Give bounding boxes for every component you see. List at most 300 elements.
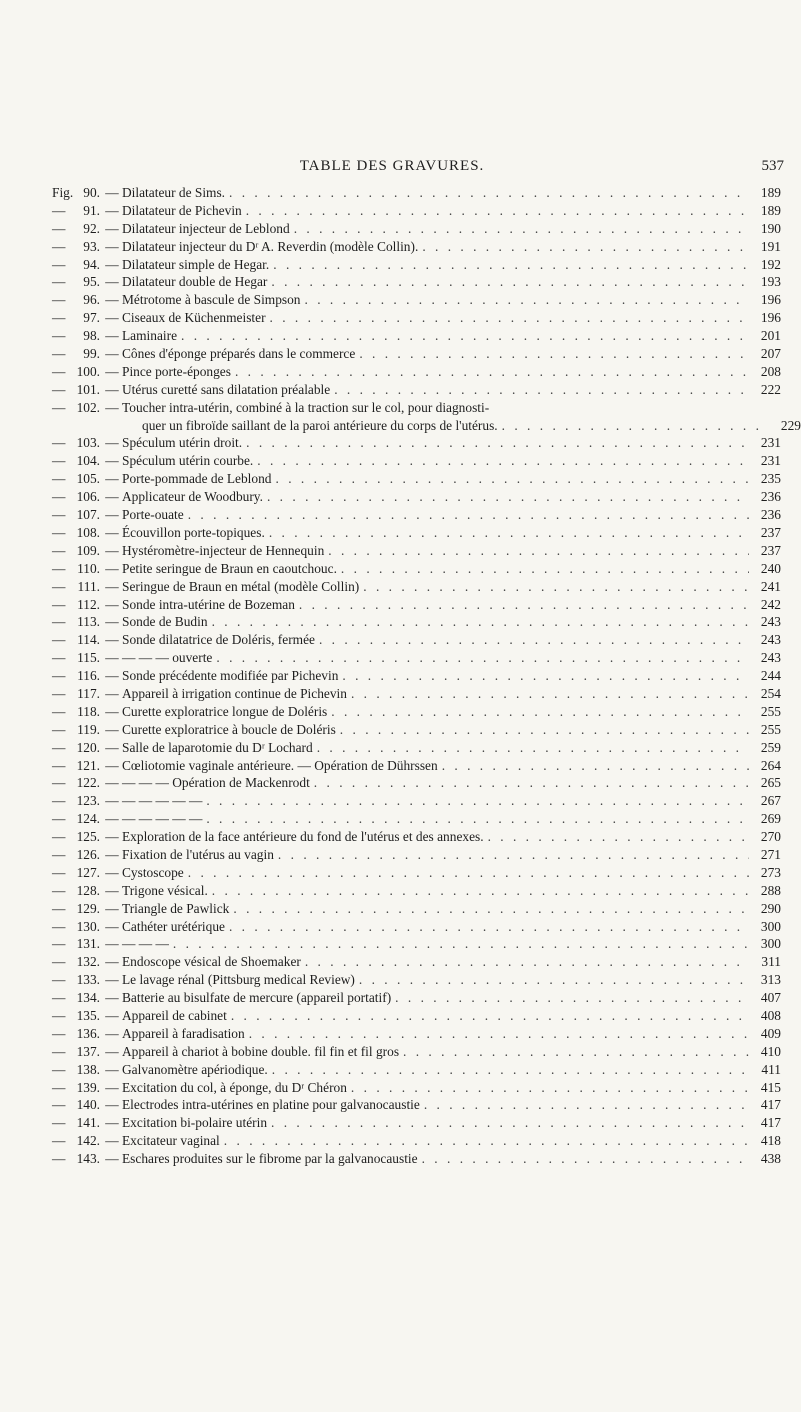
page-reference: 243	[760, 650, 781, 666]
page-reference: 236	[760, 507, 781, 523]
dot-leader	[206, 810, 749, 828]
figure-number: 111.	[77, 578, 100, 594]
separator-dash: —	[105, 972, 119, 988]
separator-dash: —	[105, 363, 119, 379]
separator-dash: —	[105, 328, 119, 344]
dot-leader	[403, 1043, 749, 1061]
separator-dash: —	[105, 757, 119, 773]
figure-description: Batterie au bisulfate de mercure (appareil portatif)	[122, 990, 392, 1006]
separator-dash: —	[105, 846, 119, 862]
dot-leader	[249, 1025, 749, 1043]
separator-dash: —	[105, 614, 119, 630]
dot-leader	[269, 524, 749, 542]
figure-prefix: —	[52, 507, 66, 523]
figure-number: 140.	[76, 1097, 100, 1113]
separator-dash: —	[105, 1007, 119, 1023]
figure-prefix: —	[52, 632, 66, 648]
figure-prefix: —	[52, 757, 66, 773]
page-reference: 208	[760, 363, 781, 379]
dot-leader	[271, 1114, 749, 1132]
page-reference: 255	[760, 703, 781, 719]
figure-number: 117.	[77, 685, 100, 701]
list-item	[0, 828, 801, 846]
page-reference: 191	[760, 238, 781, 254]
figure-description: Dilatateur injecteur de Leblond	[122, 220, 290, 236]
list-item	[0, 1096, 801, 1114]
page-reference: 240	[760, 560, 781, 576]
figure-description-continued: quer un fibroïde saillant de la paroi antérieure du corps de l'utérus.	[142, 417, 498, 433]
separator-dash: —	[105, 238, 119, 254]
figure-prefix: Fig.	[52, 185, 74, 200]
figure-number: 124.	[76, 811, 100, 827]
figure-number: 143.	[76, 1151, 100, 1167]
separator-dash: —	[105, 1025, 119, 1041]
list-item	[0, 631, 801, 649]
separator-dash: —	[105, 399, 119, 415]
figure-prefix: —	[52, 399, 66, 415]
figure-prefix: —	[52, 900, 66, 916]
figure-description: — — — Opération de Mackenrodt	[122, 775, 310, 791]
figure-description: Dilatateur simple de Hegar.	[122, 256, 270, 272]
figure-prefix: —	[52, 596, 66, 612]
figure-description: Spéculum utérin courbe.	[122, 453, 254, 469]
figure-description: Toucher intra-utérin, combiné à la traction sur le col, pour diagnosti-	[122, 399, 490, 415]
separator-dash: —	[105, 918, 119, 934]
dot-leader	[314, 774, 749, 792]
separator-dash: —	[105, 1043, 119, 1059]
separator-dash: —	[105, 721, 119, 737]
separator-dash: —	[105, 650, 119, 666]
separator-dash: —	[105, 578, 119, 594]
figure-number: 92.	[83, 220, 100, 236]
dot-leader	[246, 202, 749, 220]
separator-dash: —	[105, 256, 119, 272]
list-item	[0, 1061, 801, 1079]
list-item	[0, 345, 801, 363]
separator-dash: —	[105, 292, 119, 308]
page-reference: 229	[780, 417, 801, 433]
dot-leader	[271, 273, 749, 291]
separator-dash: —	[105, 668, 119, 684]
figure-description: Salle de laparotomie du Dʳ Lochard	[122, 739, 313, 755]
page-reference: 196	[760, 292, 781, 308]
page-reference: 189	[760, 185, 781, 200]
dot-leader	[235, 363, 749, 381]
figure-number: 107.	[76, 507, 100, 523]
figure-prefix: —	[52, 793, 66, 809]
separator-dash: —	[105, 560, 119, 576]
dot-leader	[331, 703, 749, 721]
list-item	[0, 309, 801, 327]
figure-description: Petite seringue de Braun en caoutchouc.	[122, 560, 337, 576]
figure-number: 116.	[77, 668, 100, 684]
figure-number: 130.	[76, 918, 100, 934]
figure-prefix: —	[52, 1079, 66, 1095]
separator-dash: —	[105, 990, 119, 1006]
figure-prefix: —	[52, 846, 66, 862]
dot-leader	[442, 757, 749, 775]
page-reference: 409	[760, 1025, 781, 1041]
page-reference: 313	[760, 972, 781, 988]
figure-prefix: —	[52, 918, 66, 934]
list-item	[0, 971, 801, 989]
dot-leader	[305, 291, 749, 309]
separator-dash: —	[105, 954, 119, 970]
separator-dash: —	[105, 685, 119, 701]
list-item	[0, 1025, 801, 1043]
figure-prefix: —	[52, 220, 66, 236]
figure-number: 113.	[77, 614, 100, 630]
figure-description: Porte-ouate	[122, 507, 184, 523]
figure-number: 137.	[76, 1043, 100, 1059]
figure-description: Endoscope vésical de Shoemaker	[122, 954, 301, 970]
list-item	[0, 506, 801, 524]
dot-leader	[270, 309, 749, 327]
dot-leader	[188, 506, 749, 524]
separator-dash: —	[105, 775, 119, 791]
list-item	[0, 721, 801, 739]
list-item	[0, 524, 801, 542]
figure-prefix: —	[52, 668, 66, 684]
list-item	[0, 488, 801, 506]
page-reference: 417	[760, 1097, 781, 1113]
figure-prefix: —	[52, 882, 66, 898]
figure-prefix: —	[52, 972, 66, 988]
page-reference: 237	[760, 542, 781, 558]
page-reference: 288	[760, 882, 781, 898]
page-reference: 290	[760, 900, 781, 916]
list-item	[0, 685, 801, 703]
figure-description: Le lavage rénal (Pittsburg medical Review)	[122, 972, 355, 988]
figure-prefix: —	[52, 1151, 66, 1167]
separator-dash: —	[105, 185, 119, 200]
dot-leader	[229, 918, 749, 936]
list-item	[0, 774, 801, 792]
figure-prefix: —	[52, 292, 66, 308]
figure-prefix: —	[52, 471, 66, 487]
running-title: TABLE DES GRAVURES.	[299, 158, 485, 174]
list-item	[0, 238, 801, 256]
list-item	[0, 667, 801, 685]
dot-leader	[328, 542, 749, 560]
figure-number: 105.	[76, 471, 100, 487]
dot-leader	[341, 560, 749, 578]
page-reference: 222	[760, 381, 781, 397]
list-item	[0, 184, 801, 202]
figure-description: Spéculum utérin droit.	[122, 435, 243, 451]
dot-leader	[278, 846, 749, 864]
page-reference: 267	[760, 793, 781, 809]
dot-leader	[224, 1132, 749, 1150]
page-reference: 270	[760, 829, 781, 845]
figure-number: 110.	[77, 560, 100, 576]
page-reference: 259	[760, 739, 781, 755]
dot-leader	[395, 989, 749, 1007]
figure-prefix: —	[52, 1097, 66, 1113]
separator-dash: —	[105, 596, 119, 612]
figure-description: Cystoscope	[122, 864, 184, 880]
dot-leader	[181, 327, 749, 345]
page-reference: 244	[760, 668, 781, 684]
list-item	[0, 578, 801, 596]
separator-dash: —	[105, 1097, 119, 1113]
separator-dash: —	[105, 1151, 119, 1167]
dot-leader	[488, 828, 749, 846]
separator-dash: —	[105, 435, 119, 451]
figure-number: 139.	[76, 1079, 100, 1095]
page-reference: 189	[760, 202, 781, 218]
list-item	[0, 1150, 801, 1168]
dot-leader	[340, 721, 749, 739]
page-reference: 190	[760, 220, 781, 236]
page-reference: 243	[760, 632, 781, 648]
figure-description: Triangle de Pawlick	[122, 900, 230, 916]
dot-leader	[359, 971, 749, 989]
page-reference: 311	[761, 954, 781, 970]
figure-number: 104.	[76, 453, 100, 469]
list-item	[0, 381, 801, 399]
dot-leader	[305, 953, 749, 971]
figure-prefix: —	[52, 274, 66, 290]
figure-number: 112.	[77, 596, 100, 612]
page-reference: 271	[760, 846, 781, 862]
figure-description: — — —	[122, 936, 169, 952]
dot-leader	[502, 417, 769, 435]
list-item	[0, 452, 801, 470]
separator-dash: —	[105, 274, 119, 290]
figure-description: Curette exploratrice longue de Doléris	[122, 703, 328, 719]
list-item	[0, 256, 801, 274]
figure-description: Excitation du col, à éponge, du Dʳ Chéron	[122, 1079, 347, 1095]
list-item	[0, 613, 801, 631]
page-reference: 236	[760, 489, 781, 505]
list-item	[0, 470, 801, 488]
dot-leader	[273, 256, 749, 274]
figure-number: 135.	[76, 1007, 100, 1023]
page-reference: 237	[760, 524, 781, 540]
figure-number: 133.	[76, 972, 100, 988]
figure-prefix: —	[52, 811, 66, 827]
dot-leader	[231, 1007, 749, 1025]
page-reference: 264	[760, 757, 781, 773]
figure-description: Cathéter urétérique	[122, 918, 225, 934]
figure-prefix: —	[52, 703, 66, 719]
dot-leader	[319, 631, 749, 649]
figure-prefix: —	[52, 1061, 66, 1077]
figure-prefix: —	[52, 990, 66, 1006]
figure-description: Appareil à chariot à bobine double. fil fin et fil gros	[122, 1043, 400, 1059]
page-reference: 417	[760, 1115, 781, 1131]
dot-leader	[206, 792, 749, 810]
page-reference: 438	[760, 1151, 781, 1167]
figure-prefix: —	[52, 1043, 66, 1059]
figure-description: Sonde dilatatrice de Doléris, fermée	[122, 632, 315, 648]
list-item	[0, 327, 801, 345]
figure-number: 106.	[76, 489, 100, 505]
page-reference: 269	[760, 811, 781, 827]
separator-dash: —	[105, 489, 119, 505]
figure-prefix: —	[52, 775, 66, 791]
figure-prefix: —	[52, 864, 66, 880]
figure-number: 99.	[83, 346, 100, 362]
page-reference: 300	[760, 918, 781, 934]
dot-leader	[422, 238, 749, 256]
list-item	[0, 792, 801, 810]
figure-number: 93.	[83, 238, 100, 254]
page-reference: 192	[760, 256, 781, 272]
figure-prefix: —	[52, 578, 66, 594]
figure-description: Eschares produites sur le fibrome par la galvanocaustie	[122, 1151, 418, 1167]
list-item	[0, 864, 801, 882]
separator-dash: —	[105, 632, 119, 648]
page-reference: 300	[760, 936, 781, 952]
figure-description: Galvanomètre apériodique.	[122, 1061, 268, 1077]
list-item	[0, 989, 801, 1007]
list-item	[0, 846, 801, 864]
figure-number: 119.	[77, 721, 100, 737]
figure-description: Pince porte-éponges	[122, 363, 231, 379]
dot-leader	[216, 649, 749, 667]
page-reference: 265	[760, 775, 781, 791]
figure-prefix: —	[52, 721, 66, 737]
page-reference: 273	[760, 864, 781, 880]
figure-number: 114.	[77, 632, 100, 648]
separator-dash: —	[105, 864, 119, 880]
figure-description: Sonde précédente modifiée par Pichevin	[122, 668, 339, 684]
figure-number: 132.	[76, 954, 100, 970]
figure-prefix: —	[52, 363, 66, 379]
figure-prefix: —	[52, 524, 66, 540]
figure-number: 90.	[83, 185, 100, 200]
list-item	[0, 900, 801, 918]
figure-description: Appareil à irrigation continue de Pichevin	[122, 685, 347, 701]
dot-leader	[173, 935, 749, 953]
separator-dash: —	[105, 220, 119, 236]
figure-prefix: —	[52, 936, 66, 952]
page-reference: 241	[760, 578, 781, 594]
dot-leader	[212, 882, 749, 900]
list-item	[0, 703, 801, 721]
dot-leader	[351, 685, 749, 703]
figure-number: 91.	[83, 202, 100, 218]
list-item	[0, 1079, 801, 1097]
dot-leader	[317, 739, 749, 757]
page-reference: 407	[760, 990, 781, 1006]
figure-number: 95.	[83, 274, 100, 290]
figure-number: 128.	[76, 882, 100, 898]
dot-leader	[188, 864, 749, 882]
figure-number: 96.	[83, 292, 100, 308]
separator-dash: —	[105, 524, 119, 540]
separator-dash: —	[105, 453, 119, 469]
list-item	[0, 649, 801, 667]
list-item	[0, 1114, 801, 1132]
list-item	[0, 399, 801, 435]
figure-prefix: —	[52, 542, 66, 558]
page-reference: 418	[760, 1133, 781, 1149]
figure-number: 123.	[76, 793, 100, 809]
separator-dash: —	[105, 703, 119, 719]
dot-leader	[294, 220, 749, 238]
figure-prefix: —	[52, 310, 66, 326]
figure-number: 101.	[76, 381, 100, 397]
page-reference: 193	[760, 274, 781, 290]
page-reference: 255	[760, 721, 781, 737]
page-header	[0, 158, 801, 182]
dot-leader	[299, 596, 749, 614]
figure-description: Excitateur vaginal	[122, 1133, 220, 1149]
dot-leader	[212, 613, 749, 631]
figure-prefix: —	[52, 328, 66, 344]
separator-dash: —	[105, 471, 119, 487]
figure-prefix: —	[52, 381, 66, 397]
figure-description: — — — ouverte	[122, 650, 213, 666]
figure-description: Porte-pommade de Leblond	[122, 471, 272, 487]
separator-dash: —	[105, 381, 119, 397]
list-item	[0, 560, 801, 578]
separator-dash: —	[105, 900, 119, 916]
figure-number: 141.	[76, 1115, 100, 1131]
list-item	[0, 542, 801, 560]
page-reference: 231	[760, 453, 781, 469]
separator-dash: —	[105, 1061, 119, 1077]
figure-description: Utérus curetté sans dilatation préalable	[122, 381, 331, 397]
figure-prefix: —	[52, 1115, 66, 1131]
dot-leader	[229, 184, 749, 202]
separator-dash: —	[105, 1079, 119, 1095]
figure-prefix: —	[52, 1133, 66, 1149]
list-item	[0, 935, 801, 953]
page-reference: 243	[760, 614, 781, 630]
figure-number: 125.	[76, 829, 100, 845]
figure-description: Dilatateur de Sims.	[122, 185, 226, 200]
figure-description: Electrodes intra-utérines en platine pour galvanocaustie	[122, 1097, 420, 1113]
separator-dash: —	[105, 811, 119, 827]
separator-dash: —	[105, 202, 119, 218]
figure-prefix: —	[52, 954, 66, 970]
separator-dash: —	[105, 1133, 119, 1149]
page-reference: 231	[760, 435, 781, 451]
figure-description: Appareil de cabinet	[122, 1007, 227, 1023]
separator-dash: —	[105, 507, 119, 523]
list-item	[0, 953, 801, 971]
figure-prefix: —	[52, 202, 66, 218]
figure-description: Appareil à faradisation	[122, 1025, 245, 1041]
figure-number: 97.	[83, 310, 100, 326]
figure-number: 131.	[76, 936, 100, 952]
separator-dash: —	[105, 310, 119, 326]
page-reference: 415	[760, 1079, 781, 1095]
figure-number: 108.	[76, 524, 100, 540]
page-reference: 411	[761, 1061, 781, 1077]
figure-number: 103.	[76, 435, 100, 451]
figure-description: Seringue de Braun en métal (modèle Collin)	[122, 578, 360, 594]
dot-leader	[351, 1079, 749, 1097]
figure-number: 122.	[76, 775, 100, 791]
figure-prefix: —	[52, 489, 66, 505]
figure-description: Métrotome à bascule de Simpson	[122, 292, 301, 308]
page-reference: 408	[760, 1007, 781, 1023]
figure-prefix: —	[52, 560, 66, 576]
list-item	[0, 363, 801, 381]
figure-prefix: —	[52, 739, 66, 755]
page-number: 537	[761, 158, 784, 174]
figure-description: Sonde de Budin	[122, 614, 208, 630]
list-item	[0, 1007, 801, 1025]
figure-number: 134.	[76, 990, 100, 1006]
figure-description: Hystéromètre-injecteur de Hennequin	[122, 542, 325, 558]
separator-dash: —	[105, 542, 119, 558]
